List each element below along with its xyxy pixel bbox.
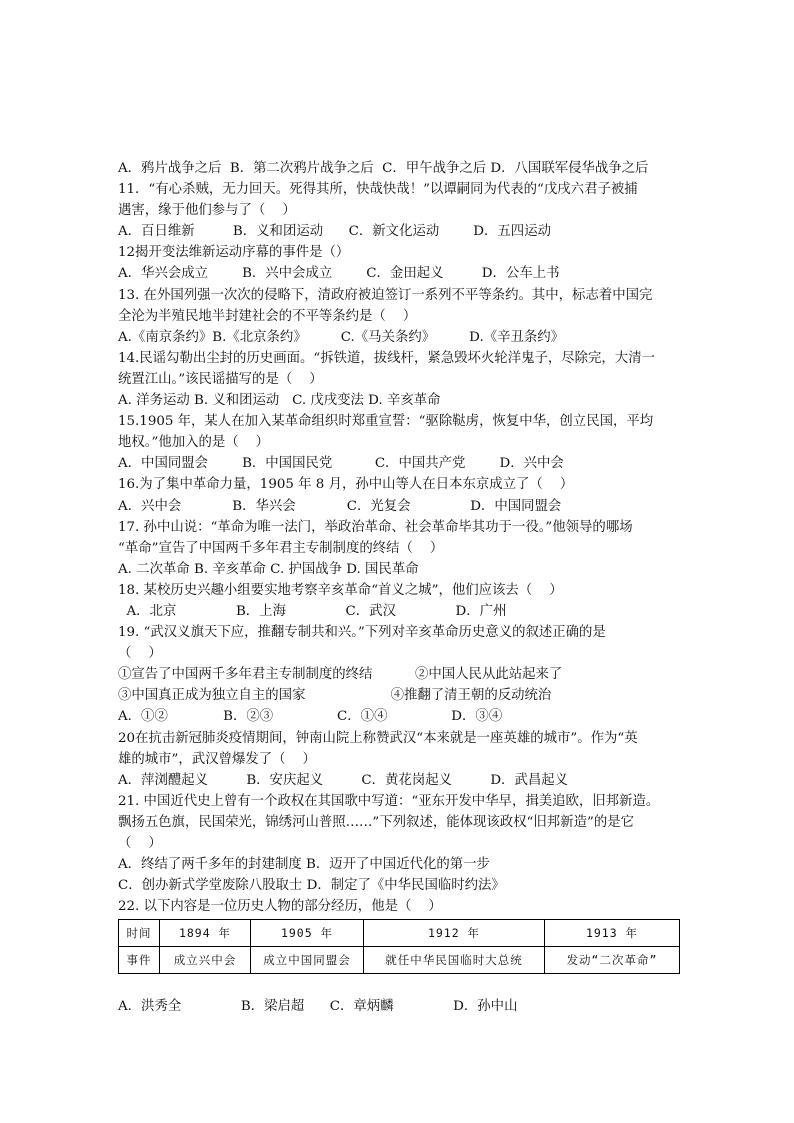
q21-options-ab: A．终结了两千多年的封建制度 B．迈开了中国近代化的第一步 [118, 857, 490, 873]
table-row [119, 920, 680, 947]
q20-stem: 20在抗击新冠肺炎疫情期间，钟南山院上称赞武汉“本来就是一座英雄的城市”。作为“英 [118, 730, 638, 746]
q14-options: A. 洋务运动 B. 义和团运动 C. 戊戌变法 D. 辛亥革命 [118, 393, 441, 409]
table-cell: 成立中国同盟会 [251, 947, 364, 974]
q15-stem: 15.1905 年，某人在加入某革命组织时郑重宣誓：“驱除鞑虏，恢复中华，创立民国，平均 [118, 414, 654, 430]
table-cell: 1894 年 [160, 920, 251, 947]
q18-stem: 18. 某校历史兴趣小组要实地考察辛亥革命“首义之城”，他们应该去（ ） [118, 582, 563, 598]
q16-options: A．兴中会 B．华兴会 C．光复会 D．中国同盟会 [118, 498, 562, 514]
table-cell: 发动“二次革命” [545, 947, 680, 974]
table-cell: 成立兴中会 [160, 947, 251, 974]
q22-stem: 22. 以下内容是一位历史人物的部分经历，他是（ ） [118, 899, 442, 915]
q14-stem-cont: 统置江山。”该民谣描写的是（ ） [118, 371, 323, 387]
q19-stem: 19. “武汉义旗天下应，推翻专制共和兴。”下列对辛亥革命历史意义的叙述正确的是 [118, 625, 606, 641]
q15-stem-cont: 地权。”他加入的是（ ） [118, 435, 270, 451]
exam-page [118, 158, 680, 1017]
q17-stem: 17. 孙中山说：“革命为唯一法门，举政治革命、社会革命毕其功于一役。”他领导的哪场 [118, 519, 633, 535]
q14-stem: 14.民谣勾勒出尘封的历史画面。“拆铁道，拔线杆，紧急毁坏火轮洋鬼子，尽除完，大清一 [118, 350, 655, 366]
q17-stem-cont: “革命”宣告了中国两千多年君主专制制度的终结（ ） [118, 540, 444, 556]
table-cell: 1912 年 [364, 920, 545, 947]
table-cell: 1905 年 [251, 920, 364, 947]
q11-stem-cont: 遇害，缘于他们参与了（ ） [118, 203, 296, 219]
q11-options: A．百日维新 B．义和团运动 C．新文化运动 D．五四运动 [118, 224, 551, 240]
q19-statements-1: ①宣告了中国两千多年君主专制制度的终结 ②中国人民从此站起来了 [118, 667, 563, 683]
q21-stem: 21. 中国近代史上曾有一个政权在其国歌中写道：“亚东开发中华早，揖美追欧，旧邦新造。 [118, 793, 660, 809]
q20-stem-cont: 雄的城市”，武汉曾爆发了（ ） [118, 751, 316, 767]
q20-options: A．萍浏醴起义 B．安庆起义 C．黄花岗起义 D．武昌起义 [118, 772, 569, 788]
q21-stem-cont: 飘扬五色旗，民国荣光，锦绣河山普照……”下列叙述，能体现该政权“旧邦新造”的是它 [118, 814, 634, 830]
q16-stem: 16.为了集中革命力量，1905 年 8 月，孙中山等人在日本东京成立了（ ） [118, 477, 574, 493]
q19-statements-2: ③中国真正成为独立自主的国家 ④推翻了清王朝的反动统治 [118, 688, 552, 704]
q17-options: A. 二次革命 B. 辛亥革命 C. 护国战争 D. 国民革命 [118, 561, 419, 577]
table-cell: 1913 年 [545, 920, 680, 947]
q21-stem-cont2: （ ） [118, 836, 162, 851]
q12-options: A．华兴会成立 B．兴中会成立 C．金田起义 D．公车上书 [118, 266, 560, 282]
table-cell: 事件 [119, 947, 160, 974]
q15-options: A．中国同盟会 B．中国国民党 C．中国共产党 D．兴中会 [118, 456, 564, 472]
q13-stem: 13. 在外国列强一次次的侵略下，清政府被迫签订一系列不平等条约。其中，标志着中国完 [118, 287, 653, 303]
table-cell: 就任中华民国临时大总统 [364, 947, 545, 974]
q19-stem-cont: （ ） [118, 646, 162, 662]
q11-stem: 11．“有心杀贼，无力回天。死得其所，快哉快哉！”以谭嗣同为代表的“戊戌六君子被捕 [118, 182, 638, 198]
timeline-table [118, 919, 680, 974]
q22-options: A．洪秀全 B．梁启超 C．章炳麟 D．孙中山 [118, 999, 518, 1015]
q13-options: A.《南京条约》B.《北京条约》 C.《马关条约》 D.《辛丑条约》 [118, 329, 565, 345]
table-row [119, 947, 680, 974]
q13-stem-cont: 全沦为半殖民地半封建社会的不平等条约是（ ） [118, 308, 417, 324]
q18-options: A．北京 B．上海 C．武汉 D．广州 [118, 603, 507, 619]
q19-options: A．①② B．②③ C．①④ D．③④ [118, 709, 503, 725]
table-cell: 时间 [119, 920, 160, 947]
q21-options-cd: C．创办新式学堂废除八股取士 D．制定了《中华民国临时约法》 [118, 878, 505, 894]
q12-stem: 12揭开变法维新运动序幕的事件是（） [118, 245, 350, 261]
q10-options: A．鸦片战争之后 B．第二次鸦片战争之后 C．甲午战争之后 D．八国联军侵华战争之后 [118, 161, 649, 176]
